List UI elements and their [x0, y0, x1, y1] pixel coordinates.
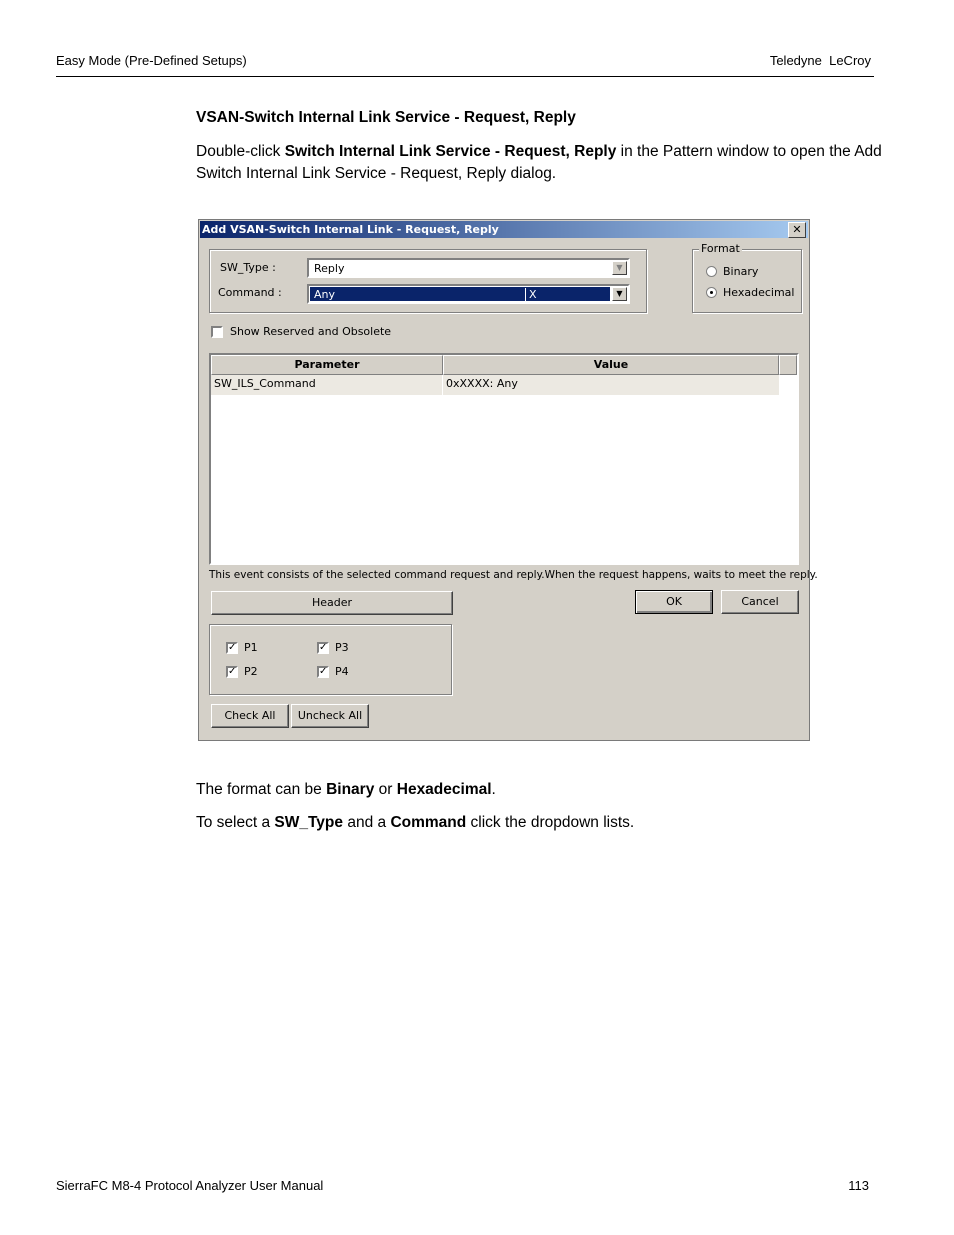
p2-checkbox[interactable]: ✓: [228, 666, 237, 677]
chevron-down-icon[interactable]: ▼: [612, 287, 627, 301]
p2-label: P2: [244, 665, 258, 678]
p4-checkbox[interactable]: ✓: [319, 666, 328, 677]
close-icon: ✕: [792, 223, 802, 236]
column-header-value[interactable]: Value: [443, 355, 779, 375]
select-note: To select a SW_Type and a Command click the dropdown lists.: [196, 814, 635, 831]
column-header-parameter[interactable]: Parameter: [211, 355, 443, 375]
close-button[interactable]: [788, 222, 806, 238]
command-label: Command :: [218, 286, 282, 299]
dialog-title: Add VSAN-Switch Internal Link - Request, Reply: [202, 223, 499, 236]
command-suffix: X: [525, 288, 537, 301]
show-reserved-checkbox[interactable]: [211, 326, 223, 338]
page-header-left: Easy Mode (Pre-Defined Setups): [56, 53, 247, 68]
hexadecimal-label: Hexadecimal: [723, 286, 795, 299]
p4-label: P4: [335, 665, 349, 678]
format-note: The format can be Binary or Hexadecimal.: [196, 781, 496, 798]
dialog-titlebar: [200, 221, 808, 238]
binary-label: Binary: [723, 265, 759, 278]
format-label: Format: [701, 242, 740, 255]
sw-type-dropdown[interactable]: [307, 258, 630, 278]
ports-group: [209, 624, 452, 695]
table-row-parameter[interactable]: SW_ILS_Command: [211, 375, 443, 396]
page-number: 113: [848, 1178, 869, 1193]
header-rule: [56, 76, 874, 77]
sw-type-label: SW_Type :: [220, 261, 276, 274]
event-description: This event consists of the selected command request and reply.When the request happens, waits to meet the reply.: [209, 569, 818, 581]
command-dropdown[interactable]: [307, 284, 630, 304]
section-title: VSAN-Switch Internal Link Service - Request, Reply: [196, 109, 576, 126]
command-value: Any: [314, 288, 336, 301]
chevron-down-icon[interactable]: ▼: [612, 261, 627, 275]
page-footer-left: SierraFC M8-4 Protocol Analyzer User Manual: [56, 1178, 324, 1193]
check-all-button[interactable]: Check All: [211, 704, 289, 728]
intro-paragraph: Double-click Switch Internal Link Service - Request, Reply in the Pattern window to open the Add Switch Internal Link Service - Request, Reply dialog.: [196, 143, 882, 182]
column-header-spacer: [779, 355, 797, 375]
binary-radio[interactable]: [706, 266, 717, 277]
parameter-table[interactable]: [209, 353, 799, 565]
hexadecimal-radio[interactable]: [706, 287, 717, 298]
p3-label: P3: [335, 641, 349, 654]
cancel-button[interactable]: Cancel: [721, 590, 799, 614]
p3-checkbox[interactable]: ✓: [319, 642, 328, 653]
header-button[interactable]: Header: [211, 591, 453, 615]
ok-button[interactable]: OK: [635, 590, 713, 614]
format-group: [692, 249, 802, 313]
page-header-right: Teledyne LeCroy: [769, 53, 871, 68]
sw-type-value: Reply: [314, 262, 345, 275]
table-row-value[interactable]: 0xXXXX: Any: [443, 375, 779, 396]
add-vsan-switch-dialog: [198, 219, 818, 741]
uncheck-all-button[interactable]: Uncheck All: [291, 704, 369, 728]
p1-checkbox[interactable]: ✓: [228, 642, 237, 653]
show-reserved-label: Show Reserved and Obsolete: [230, 325, 392, 338]
p1-label: P1: [244, 641, 258, 654]
